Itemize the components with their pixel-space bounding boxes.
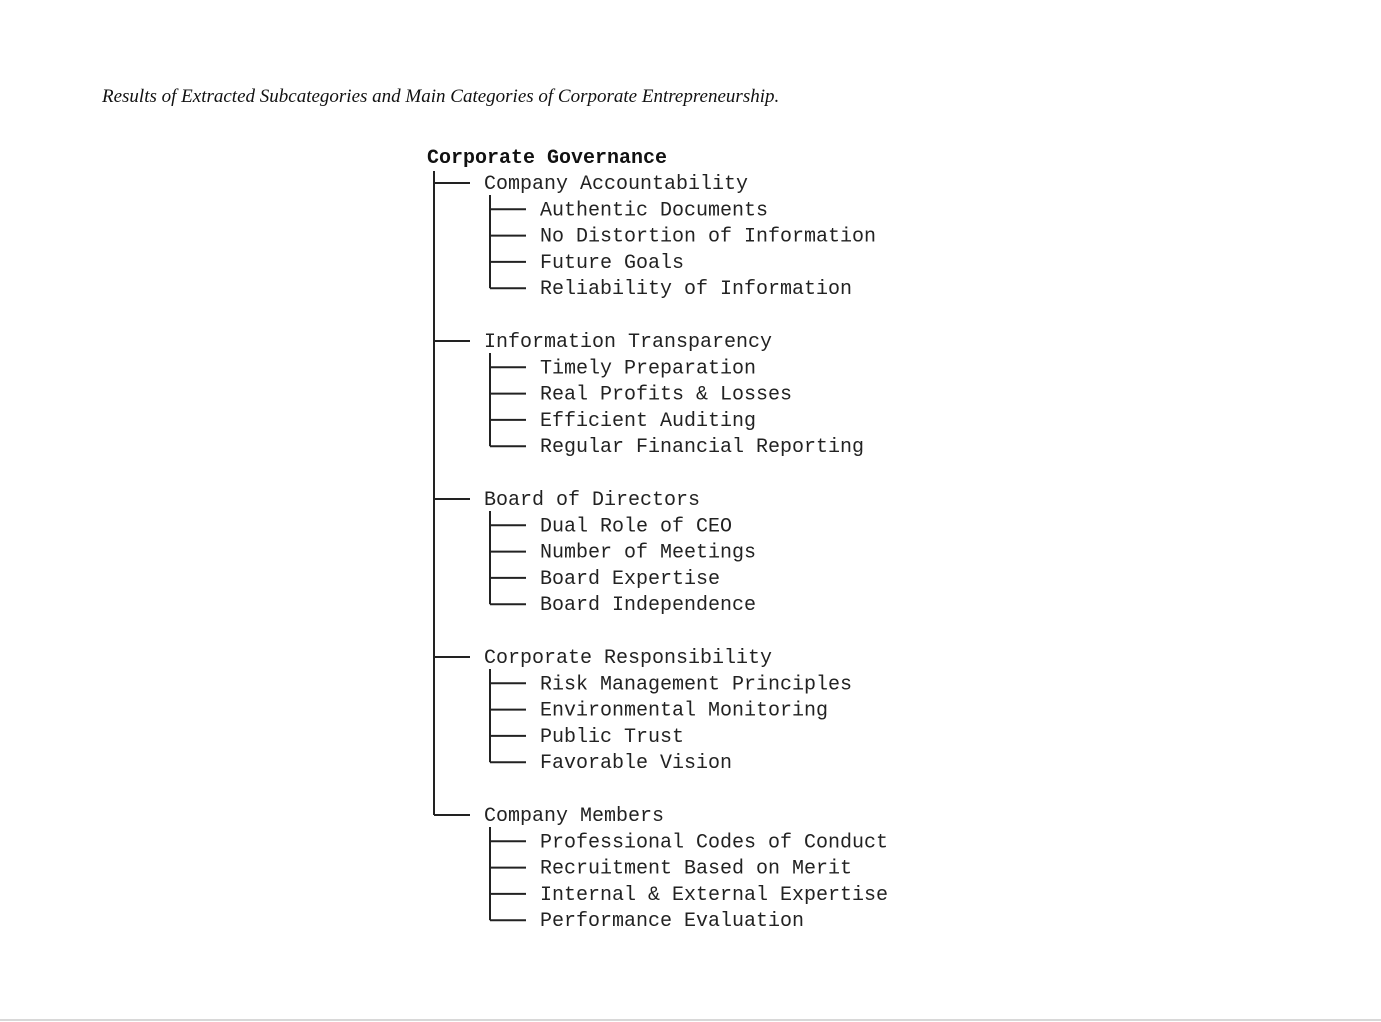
subcategory-label: Dual Role of CEO: [540, 515, 733, 539]
category-label: Corporate Responsibility: [484, 647, 773, 670]
subcategory-label: Regular Financial Reporting: [540, 436, 865, 460]
page-bottom-rule: [0, 1019, 1381, 1021]
subcategory-label: Environmental Monitoring: [540, 699, 829, 723]
subcategory-label: Future Goals: [540, 251, 685, 275]
subcategory-label: Professional Codes of Conduct: [540, 831, 889, 855]
subcategory-label: Authentic Documents: [540, 199, 769, 223]
tree-root: Corporate Governance: [427, 147, 668, 170]
subcategory-label: Risk Management Principles: [540, 673, 853, 697]
category-label: Company Accountability: [484, 173, 749, 196]
category-label: Information Transparency: [484, 331, 773, 354]
subcategory-label: Internal & External Expertise: [540, 883, 889, 907]
category-label: Board of Directors: [484, 489, 701, 512]
subcategory-label: Recruitment Based on Merit: [540, 857, 853, 881]
category-label: Company Members: [484, 805, 665, 828]
subcategory-label: No Distortion of Information: [540, 225, 877, 249]
subcategory-label: Timely Preparation: [540, 357, 757, 381]
figure-caption: Results of Extracted Subcategories and Main Categories of Corporate Entrepreneurship.: [102, 86, 780, 107]
subcategory-label: Reliability of Information: [540, 278, 853, 302]
subcategory-label: Performance Evaluation: [540, 910, 805, 934]
subcategory-label: Board Expertise: [540, 567, 721, 591]
subcategory-label: Number of Meetings: [540, 541, 757, 565]
subcategory-label: Real Profits & Losses: [540, 383, 793, 407]
subcategory-label: Favorable Vision: [540, 752, 733, 776]
subcategory-label: Efficient Auditing: [540, 409, 757, 433]
subcategory-label: Public Trust: [540, 725, 685, 749]
subcategory-label: Board Independence: [540, 594, 757, 618]
